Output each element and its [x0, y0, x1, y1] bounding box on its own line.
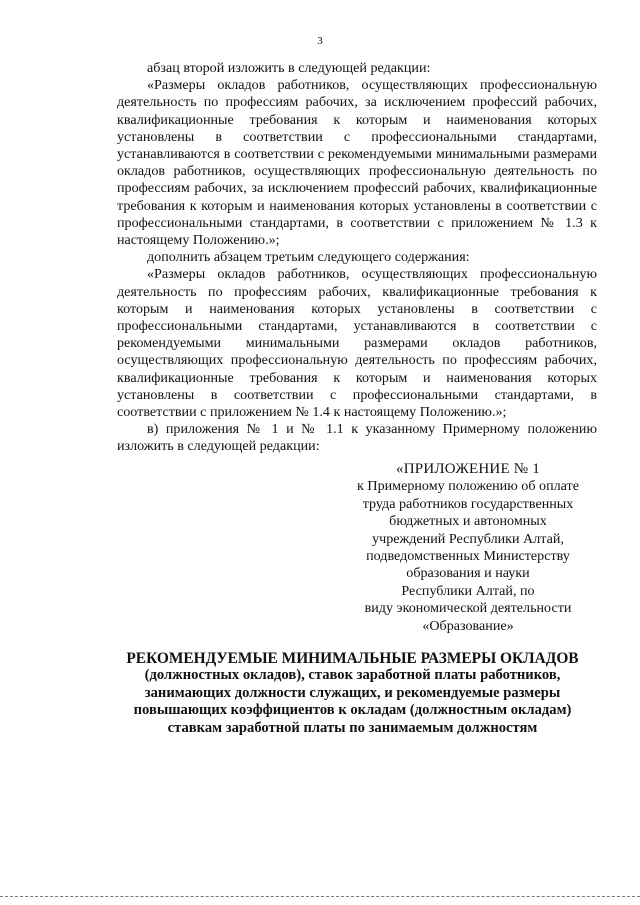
- appendix-line: подведомственных Министерству: [366, 548, 570, 565]
- appendix-line: «Образование»: [422, 617, 514, 634]
- appendix-line: образования и науки: [406, 565, 530, 582]
- appendix-line: к Примерному положению об оплате: [357, 478, 579, 495]
- paragraph-amendment-addition: дополнить абзацем третьим следующего содержания:: [147, 249, 470, 266]
- page-bottom-divider: [0, 896, 640, 897]
- appendix-line: учреждений Республики Алтай,: [372, 530, 564, 547]
- appendix-line: виду экономической деятельности: [364, 600, 572, 617]
- heading-line: РЕКОМЕНДУЕМЫЕ МИНИМАЛЬНЫЕ РАЗМЕРЫ ОКЛАДОВ: [126, 650, 579, 667]
- paragraph-amendment-intro: абзац второй изложить в следующей редакции:: [147, 60, 431, 76]
- document-body: [117, 60, 597, 456]
- paragraph-quoted-text-2: «Размеры окладов работников, осуществляющих профессиональную деятельность по профессиям рабочих, квалификационные требования к которым и наименования которых установлены в соответствии с профессиональными стандартами, устанавливаются в соответствии с рекомендуемыми минимальными размерами окладов работников, осуществляющих профессиональную деятельность по профессиям рабочих, квалификационные требования к которым и наименования которых установлены в соответствии с профессиональными стандартами, в соответствии с приложением № 1.4 к настоящему Положению.»;: [117, 266, 597, 421]
- heading-line: (должностных окладов), ставок заработной платы работников,: [144, 667, 561, 684]
- appendix-line: труда работников государственных: [362, 495, 574, 512]
- heading-line: повышающих коэффициентов к окладам (должностным окладам): [133, 702, 572, 719]
- heading-line: занимающих должности служащих, и рекомендуемые размеры: [144, 684, 561, 701]
- appendix-stamp: [348, 461, 588, 635]
- heading-line: ставкам заработной платы по занимаемым должностям: [167, 719, 538, 736]
- section-heading: [110, 650, 595, 737]
- appendix-line: бюджетных и автономных: [389, 513, 547, 530]
- paragraph-quoted-text-1: «Размеры окладов работников, осуществляющих профессиональную деятельность по профессиям рабочих, за исключением профессий рабочих, квалификационные требования к которым и наименования которых установлены в соответствии с профессиональными стандартами, устанавливаются в соответствии с рекомендуемыми минимальными размерами окладов работников, осуществляющих профессиональную деятельность по профессиям рабочих, за исключением профессий рабочих, квалификационные требования к которым и наименования которых установлены в соответствии с профессиональными стандартами, в соответствии с приложением № 1.3 к настоящему Положению.»;: [117, 77, 597, 249]
- appendix-line: Республики Алтай, по: [401, 582, 535, 599]
- page-number: 3: [317, 35, 323, 47]
- appendix-title: «ПРИЛОЖЕНИЕ № 1: [396, 461, 540, 477]
- paragraph-appendix-replacement: в) приложения № 1 и № 1.1 к указанному Примерному положению изложить в следующей редакции:: [117, 421, 597, 455]
